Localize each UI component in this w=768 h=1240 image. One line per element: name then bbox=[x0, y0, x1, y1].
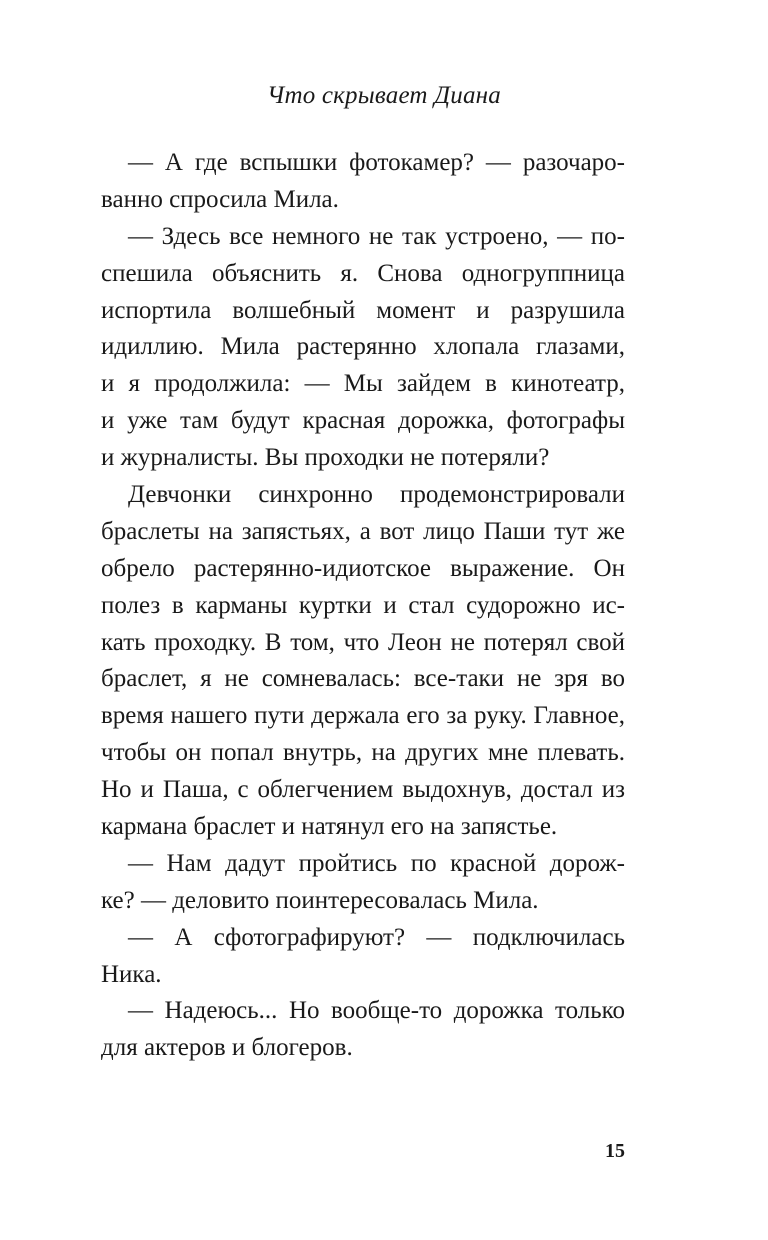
text-line: — Надеюсь... Но вообще-то дорожка только bbox=[128, 997, 625, 1025]
text-line: — Нам дадут пройтись по красной дорож- bbox=[128, 849, 625, 877]
text-line: идиллию. Мила растерянно хлопала глазами, bbox=[101, 333, 625, 361]
text-line: и уже там будут красная дорожка, фотографы bbox=[101, 407, 625, 435]
text-line: и журналисты. Вы проходки не потеряли? bbox=[101, 444, 550, 472]
text-line: спешила объяснить я. Снова одногруппница bbox=[101, 259, 625, 287]
text-line: Девчонки синхронно продемонстрировали bbox=[128, 481, 625, 509]
text-line: испортила волшебный момент и разрушила bbox=[101, 296, 625, 324]
text-line: — А сфотографируют? — подключилась bbox=[128, 923, 625, 951]
text-line: чтобы он попал внутрь, на других мне плевать. bbox=[101, 739, 625, 767]
text-line: время нашего пути держала его за руку. Главное, bbox=[101, 702, 625, 730]
text-line: Ника. bbox=[101, 960, 162, 988]
running-head-title: Что скрывает Диана bbox=[267, 82, 501, 109]
text-line: браслеты на запястьях, а вот лицо Паши тут же bbox=[101, 517, 625, 545]
text-line: браслет, я не сомневалась: все-таки не зря во bbox=[101, 665, 625, 693]
page-body-text bbox=[101, 145, 625, 1067]
text-line: для актеров и блогеров. bbox=[101, 1034, 353, 1062]
text-line: полез в карманы куртки и стал судорожно ис- bbox=[101, 591, 625, 619]
text-line: ке? — деловито поинтересовалась Мила. bbox=[101, 886, 539, 914]
page-number: 15 bbox=[605, 1140, 625, 1162]
text-line: и я продолжила: — Мы зайдем в кинотеатр, bbox=[101, 370, 625, 398]
text-line: обрело растерянно-идиотское выражение. Он bbox=[101, 554, 625, 582]
text-line: — Здесь все немного не так устроено, — по- bbox=[128, 222, 625, 250]
text-line: ванно спросила Мила. bbox=[101, 185, 339, 213]
text-line: — А где вспышки фотокамер? — разочаро- bbox=[128, 149, 625, 176]
text-line: кармана браслет и натянул его на запястье. bbox=[101, 813, 558, 841]
text-line: Но и Паша, с облегчением выдохнув, достал из bbox=[101, 776, 625, 804]
text-line: кать проходку. В том, что Леон не потерял свой bbox=[101, 628, 625, 656]
